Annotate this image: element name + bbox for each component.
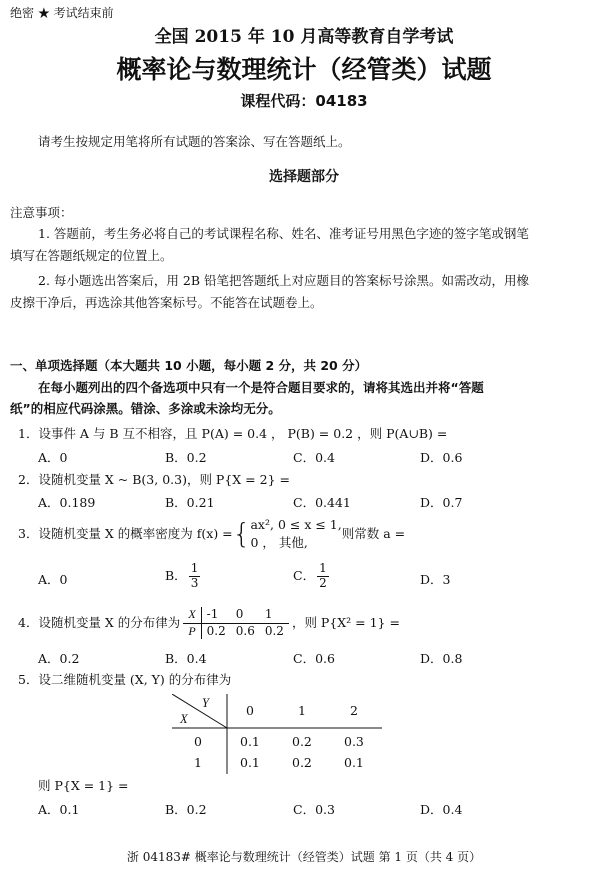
q4-cell: 0.2 — [260, 623, 289, 639]
paper-title: 概率论与数理统计（经管类）试题 — [116, 55, 492, 84]
notes-heading: 注意事项： — [10, 205, 73, 220]
note-1-line-2: 填写在答题纸规定的位置上。 — [10, 248, 173, 263]
q5-cell: 0.1 — [240, 755, 260, 770]
q3-stem-after: 则常数 a = — [341, 525, 406, 541]
page-footer: 浙 04183# 概率论与数理统计（经管类）试题 第 1 页（共 4 页） — [126, 850, 482, 864]
q4-cell: 0.6 — [231, 623, 260, 639]
q5-col-header: 0 — [246, 703, 254, 718]
q5-corner-x: X — [180, 712, 188, 726]
q4-distribution-table — [183, 607, 289, 639]
q4-cell: 0 — [235, 606, 244, 621]
q3-option-b-fraction — [189, 562, 201, 591]
question-4-stem — [18, 605, 400, 641]
instruction-text: 请考生按规定用笔将所有试题的答案涂、写在答题纸上。 — [38, 134, 351, 149]
question-2-stem: 2．设随机变量 X ~ B(3, 0.3)，则 P{X = 2} = — [18, 472, 290, 487]
q4-stem-before: 4．设随机变量 X 的分布律为 — [18, 614, 181, 630]
q5-option-d[interactable]: D．0.4 — [420, 802, 463, 817]
q2-option-a[interactable]: A．0.189 — [38, 495, 96, 510]
course-code: 课程代码：04183 — [240, 92, 368, 110]
note-1-line-1: 1. 答题前，考生务必将自己的考试课程名称、姓名、准考证号用黑色字迹的签字笔或钢笔 — [38, 226, 529, 241]
q4-stem-after: ，则 P{X² = 1} = — [291, 614, 400, 630]
exam-title: 全国 2015 年 10 月高等教育自学考试 — [154, 27, 454, 47]
part1-desc-line-2: 纸”的相应代码涂黑。错涂、多涂或未涂均无分。 — [10, 401, 281, 416]
note-2-line-1: 2. 每小题选出答案后，用 2B 铅笔把答题纸上对应题目的答案标号涂黑。如需改动，用橡 — [38, 273, 529, 288]
q5-option-a[interactable]: A．0.1 — [38, 802, 80, 817]
fraction-denominator: 3 — [190, 575, 199, 590]
q5-col-header: 1 — [298, 703, 306, 718]
brace-glyph: { — [232, 517, 251, 550]
q5-row-label: 1 — [194, 755, 202, 770]
q2-option-d[interactable]: D．0.7 — [420, 495, 463, 510]
q5-row-label: 0 — [194, 734, 202, 749]
part1-desc-line-1: 在每小题列出的四个备选项中只有一个是符合题目要求的，请将其选出并将“答题 — [38, 380, 484, 395]
q4-cell: 1 — [264, 606, 273, 621]
q5-cell: 0.3 — [344, 734, 364, 749]
question-1-stem: 1．设事件 A 与 B 互不相容，且 P(A) = 0.4 ， P(B) = 0.2 ，则 P(A∪B) = — [18, 426, 448, 441]
q2-option-c[interactable]: C．0.441 — [293, 495, 351, 510]
q5-ask: 则 P{X = 1} = — [38, 778, 129, 793]
part1-heading: 一、单项选择题（本大题共 10 小题，每小题 2 分，共 20 分） — [10, 358, 368, 373]
q4-row2-header: P — [183, 623, 201, 639]
q5-option-c[interactable]: C．0.3 — [293, 802, 335, 817]
q5-cell: 0.1 — [240, 734, 260, 749]
q5-option-b[interactable]: B．0.2 — [165, 802, 207, 817]
confidential-mark: 绝密 ★ 考试结束前 — [10, 6, 114, 20]
q5-cell: 0.2 — [292, 755, 312, 770]
q5-cell: 0.1 — [344, 755, 364, 770]
q5-corner-y: Y — [202, 696, 209, 710]
q4-option-b[interactable]: B．0.4 — [165, 651, 207, 666]
q3-option-a[interactable]: A．0 — [38, 572, 68, 587]
q4-option-c[interactable]: C．0.6 — [293, 651, 335, 666]
q5-cell: 0.2 — [292, 734, 312, 749]
fraction-numerator: 1 — [319, 561, 327, 575]
q3-case-2: 0 ， 其他, — [250, 535, 308, 550]
q3-stem-before: 3．设随机变量 X 的概率密度为 f(x) = — [18, 525, 233, 541]
note-2-line-2: 皮擦干净后，再选涂其他答案标号。不能答在试题卷上。 — [10, 295, 323, 310]
q1-option-a[interactable]: A．0 — [38, 450, 68, 465]
question-3-stem — [18, 512, 405, 556]
q1-option-c[interactable]: C．0.4 — [293, 450, 335, 465]
section-title: 选择题部分 — [269, 169, 339, 185]
q1-option-b[interactable]: B．0.2 — [165, 450, 207, 465]
q1-option-d[interactable]: D．0.6 — [420, 450, 463, 465]
q3-option-c-label: C． — [293, 568, 316, 584]
q3-piecewise — [250, 516, 341, 552]
q4-cell: -1 — [206, 606, 219, 621]
q3-case-1: ax², 0 ≤ x ≤ 1, — [250, 517, 342, 532]
q3-option-c-fraction — [317, 562, 329, 591]
q5-col-header: 2 — [350, 703, 358, 718]
q4-cell: 0.2 — [201, 623, 231, 639]
fraction-numerator: 1 — [190, 561, 199, 575]
q4-option-d[interactable]: D．0.8 — [420, 651, 463, 666]
question-5-stem: 5．设二维随机变量 (X, Y) 的分布律为 — [18, 672, 232, 687]
q3-option-b-label: B． — [165, 568, 187, 584]
q3-option-b[interactable] — [165, 562, 202, 591]
q5-joint-table — [172, 694, 382, 774]
q3-option-d[interactable]: D．3 — [420, 572, 451, 587]
q4-option-a[interactable]: A．0.2 — [38, 651, 80, 666]
q2-option-b[interactable]: B．0.21 — [165, 495, 215, 510]
q3-option-c[interactable] — [293, 562, 331, 591]
fraction-denominator: 2 — [319, 575, 327, 590]
q4-row1-header: X — [183, 607, 201, 623]
